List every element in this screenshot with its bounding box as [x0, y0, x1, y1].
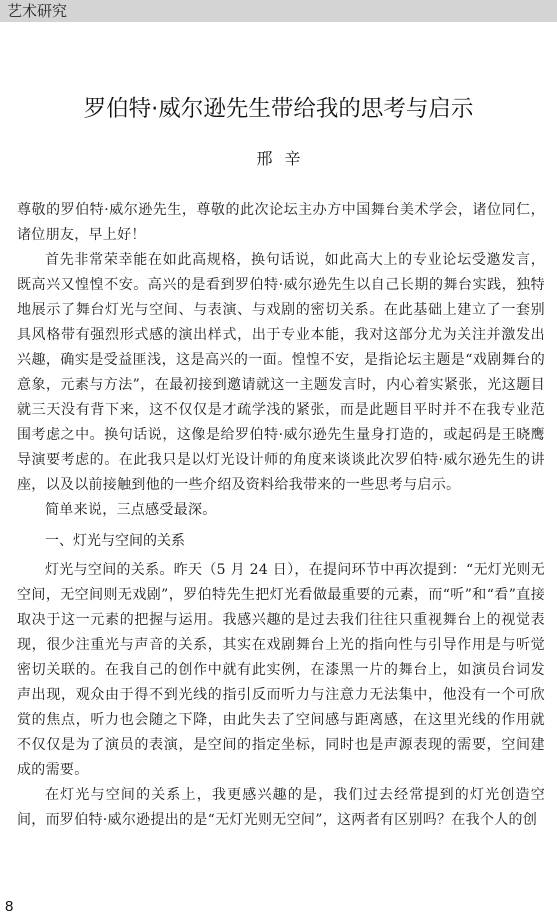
page-number: 8 — [5, 898, 14, 915]
article-author: 邢辛 — [256, 149, 313, 168]
body-paragraph: 灯光与空间的关系。昨天（5 月 24 日），在提问环节中再次提到：“无灯光则无空间，无空间则无戏剧”，罗伯特先生把灯光看做最重要的元素，而“听”和“看”直接取决于这一元素的把握与运用。我感兴趣的是过去我们往往只重视舞台上的视觉表现，很少注重光与声音的关系，其实在戏剧舞台上光的指向性与引导作用是与听觉密切关联的。在我自己的创作中就有此实例，在漆黑一片的舞台上，如演员台词发声出现，观众由于得不到光线的指引反而听力与注意力无法集中，他没有一个可欣赏的焦点，听力也会随之下降，由此失去了空间感与距离感，在这里光线的作用就不仅仅是为了演员的表演，是空间的指定坐标，同时也是声源表现的需要，空间建成的需要。 — [17, 562, 545, 778]
greeting-paragraph: 尊敬的罗伯特·威尔逊先生，尊敬的此次论坛主办方中国舞台美术学会，诸位同仁，诸位朋友，早上好！ — [17, 202, 545, 243]
article-title: 罗伯特·威尔逊先生带给我的思考与启示 — [83, 96, 474, 122]
section-label: 艺术研究 — [7, 2, 68, 20]
body-paragraph: 在灯光与空间的关系上，我更感兴趣的是，我们过去经常提到的灯光创造空间，而罗伯特·威尔逊提出的是“无灯光则无空间”，这两者有区别吗？在我个人的创 — [17, 787, 545, 828]
body-paragraph: 简单来说，三点感受最深。 — [45, 502, 217, 518]
page-header-bar — [0, 0, 557, 22]
article-body — [17, 198, 545, 833]
section-heading: 一、灯光与空间的关系 — [45, 533, 185, 549]
body-paragraph: 首先非常荣幸能在如此高规格，换句话说，如此高大上的专业论坛受邀发言，既高兴又惶惶不安。高兴的是看到罗伯特·威尔逊先生以自己长期的舞台实践，独特地展示了舞台灯光与空间、与表演、与戏剧的密切关系。在此基础上建立了一套别具风格带有强烈形式感的演出样式，出于专业本能，我对这部分尤为关注并激发出兴趣，确实是受益匪浅，这是高兴的一面。惶惶不安，是指论坛主题是“戏剧舞台的意象，元素与方法”，在最初接到邀请就这一主题发言时，内心着实紧张，光这题目就三天没有背下来，这不仅仅是才疏学浅的紧张，而是此题目平时并不在我专业范围考虑之中。换句话说，这像是给罗伯特·威尔逊先生量身打造的，或起码是王晓鹰导演要考虑的。在此我只是以灯光设计师的角度来谈谈此次罗伯特·威尔逊先生的讲座，以及以前接触到他的一些介绍及资料给我带来的一些思考与启示。 — [17, 252, 545, 493]
